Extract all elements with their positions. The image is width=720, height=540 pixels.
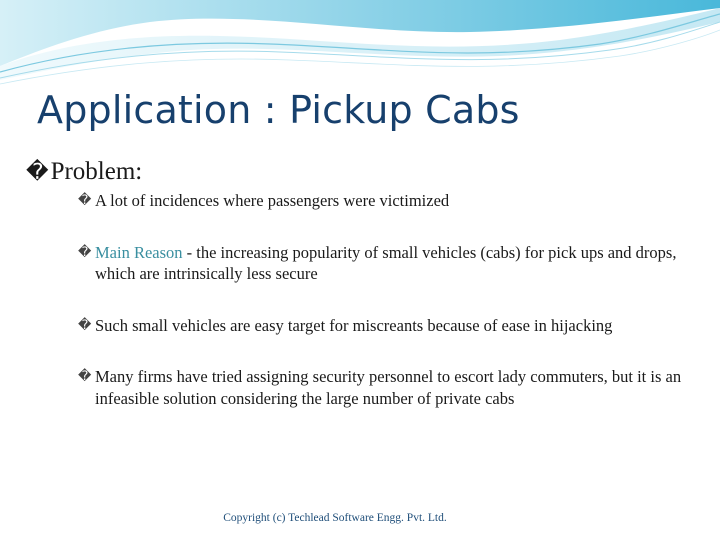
slide-title: Application : Pickup Cabs	[37, 88, 520, 132]
bullet-item	[78, 242, 698, 285]
bullet-item	[78, 315, 698, 337]
bullet-item	[78, 190, 698, 212]
section-heading-text: Problem:	[50, 158, 143, 185]
bullet-list	[78, 190, 698, 409]
bullet-icon: �	[78, 369, 92, 384]
section-bullet-icon: �	[26, 159, 49, 185]
bullet-highlight: Main Reason	[95, 242, 183, 262]
bullet-item	[78, 366, 698, 409]
footer-copyright: Copyright (c) Techlead Software Engg. Pvt. Ltd.	[223, 512, 447, 524]
bullet-icon: �	[78, 317, 92, 333]
section-heading	[26, 158, 142, 186]
bullet-icon: �	[78, 244, 92, 260]
bullet-text: A lot of incidences where passengers were victimized	[95, 191, 450, 210]
bullet-text: Such small vehicles are easy target for miscreants because of ease in hijacking	[95, 315, 613, 335]
bullet-text: Many firms have tried assigning security personnel to escort lady commuters, but it is an infeasible solution considering the large number of private cabs	[95, 367, 682, 408]
bullet-icon: �	[78, 193, 92, 208]
bullet-text: - the increasing popularity of small vehicles (cabs) for pick ups and drops, which are intrinsically less secure	[95, 242, 677, 283]
